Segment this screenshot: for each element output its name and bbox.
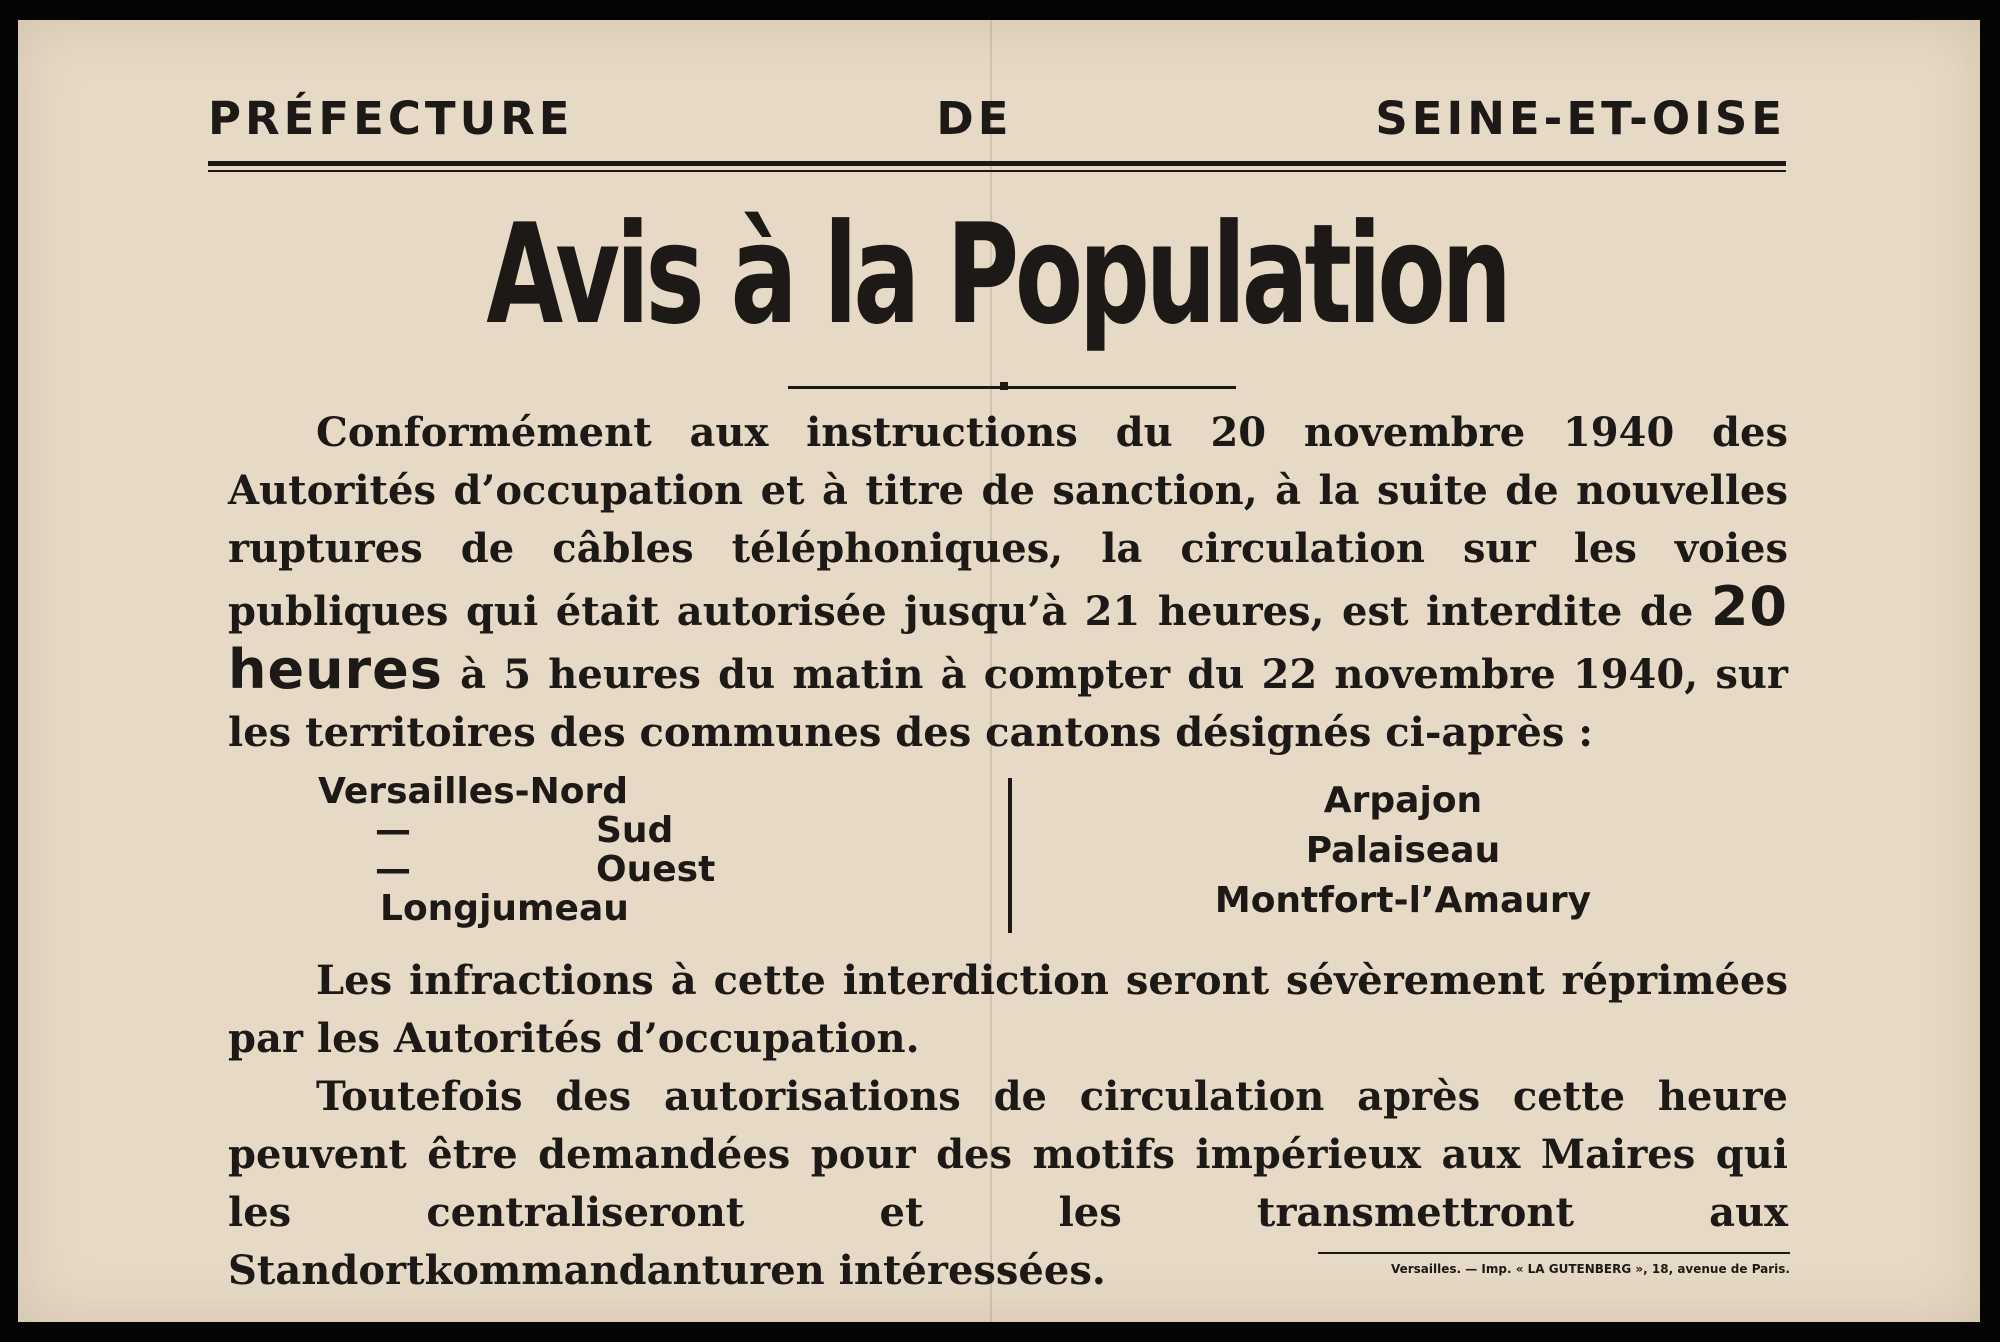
canton-row <box>318 889 838 928</box>
canton-versailles-ouest: Ouest <box>596 849 716 890</box>
cantons-left-column <box>318 772 838 928</box>
canton-row <box>318 772 838 811</box>
prefecture-header: PRÉFECTURE DE SEINE-ET-OISE <box>208 92 1786 145</box>
title-underline <box>788 386 1236 389</box>
canton-palaiseau: Palaiseau <box>1305 830 1501 871</box>
cantons-divider <box>1008 778 1012 933</box>
curfew-hour-emphasis: 20 heures <box>228 575 1788 701</box>
printer-imprint: Versailles. — Imp. « LA GUTENBERG », 18, avenue de Paris. <box>1390 1262 1790 1276</box>
canton-longjumeau: Longjumeau <box>380 888 629 929</box>
canton-versailles-nord: Versailles-Nord <box>318 771 628 812</box>
canton-row <box>318 850 838 889</box>
header-double-rule <box>208 161 1786 172</box>
curfew-text-before: Conformément aux instructions du 20 novembre 1940 des Autorités d’occupation et à titre de sanction, à la suite de nouvelles ruptures de câbles téléphoniques, la circulation sur les voies publiques qui était autorisée jusqu’à 21 heures, est interdite de <box>228 409 1788 635</box>
cantons-right-column <box>1078 776 1728 926</box>
ditto-dash: — <box>375 810 411 851</box>
poster-sheet <box>18 20 1980 1322</box>
paragraph-infractions <box>228 952 1788 1068</box>
canton-row <box>318 811 838 850</box>
title-ornament-dot <box>1000 382 1008 390</box>
ditto-dash: — <box>375 849 411 890</box>
canton-montfort-l-amaury: Montfort-l’Amaury <box>1214 880 1592 921</box>
canton-arpajon: Arpajon <box>1323 780 1483 821</box>
poster-title: Avis à la Population <box>486 194 1508 355</box>
canton-versailles-sud: Sud <box>596 810 674 851</box>
imprint-rule <box>1318 1252 1790 1254</box>
infractions-text: Les infractions à cette interdiction seront sévèrement réprimées par les Autorités d’occupation. <box>228 957 1788 1062</box>
authorisations-text: Toutefois des autorisations de circulation après cette heure peuvent être demandées pour des motifs impérieux aux Maires qui les centraliseront et les transmettront aux Standortkommandanturen intéressées. <box>228 1073 1788 1294</box>
paragraph-curfew-notice <box>228 404 1788 762</box>
curfew-text-after: à 5 heures du matin à compter du 22 novembre 1940, sur les territoires des communes des cantons désignés ci-après : <box>228 651 1789 756</box>
